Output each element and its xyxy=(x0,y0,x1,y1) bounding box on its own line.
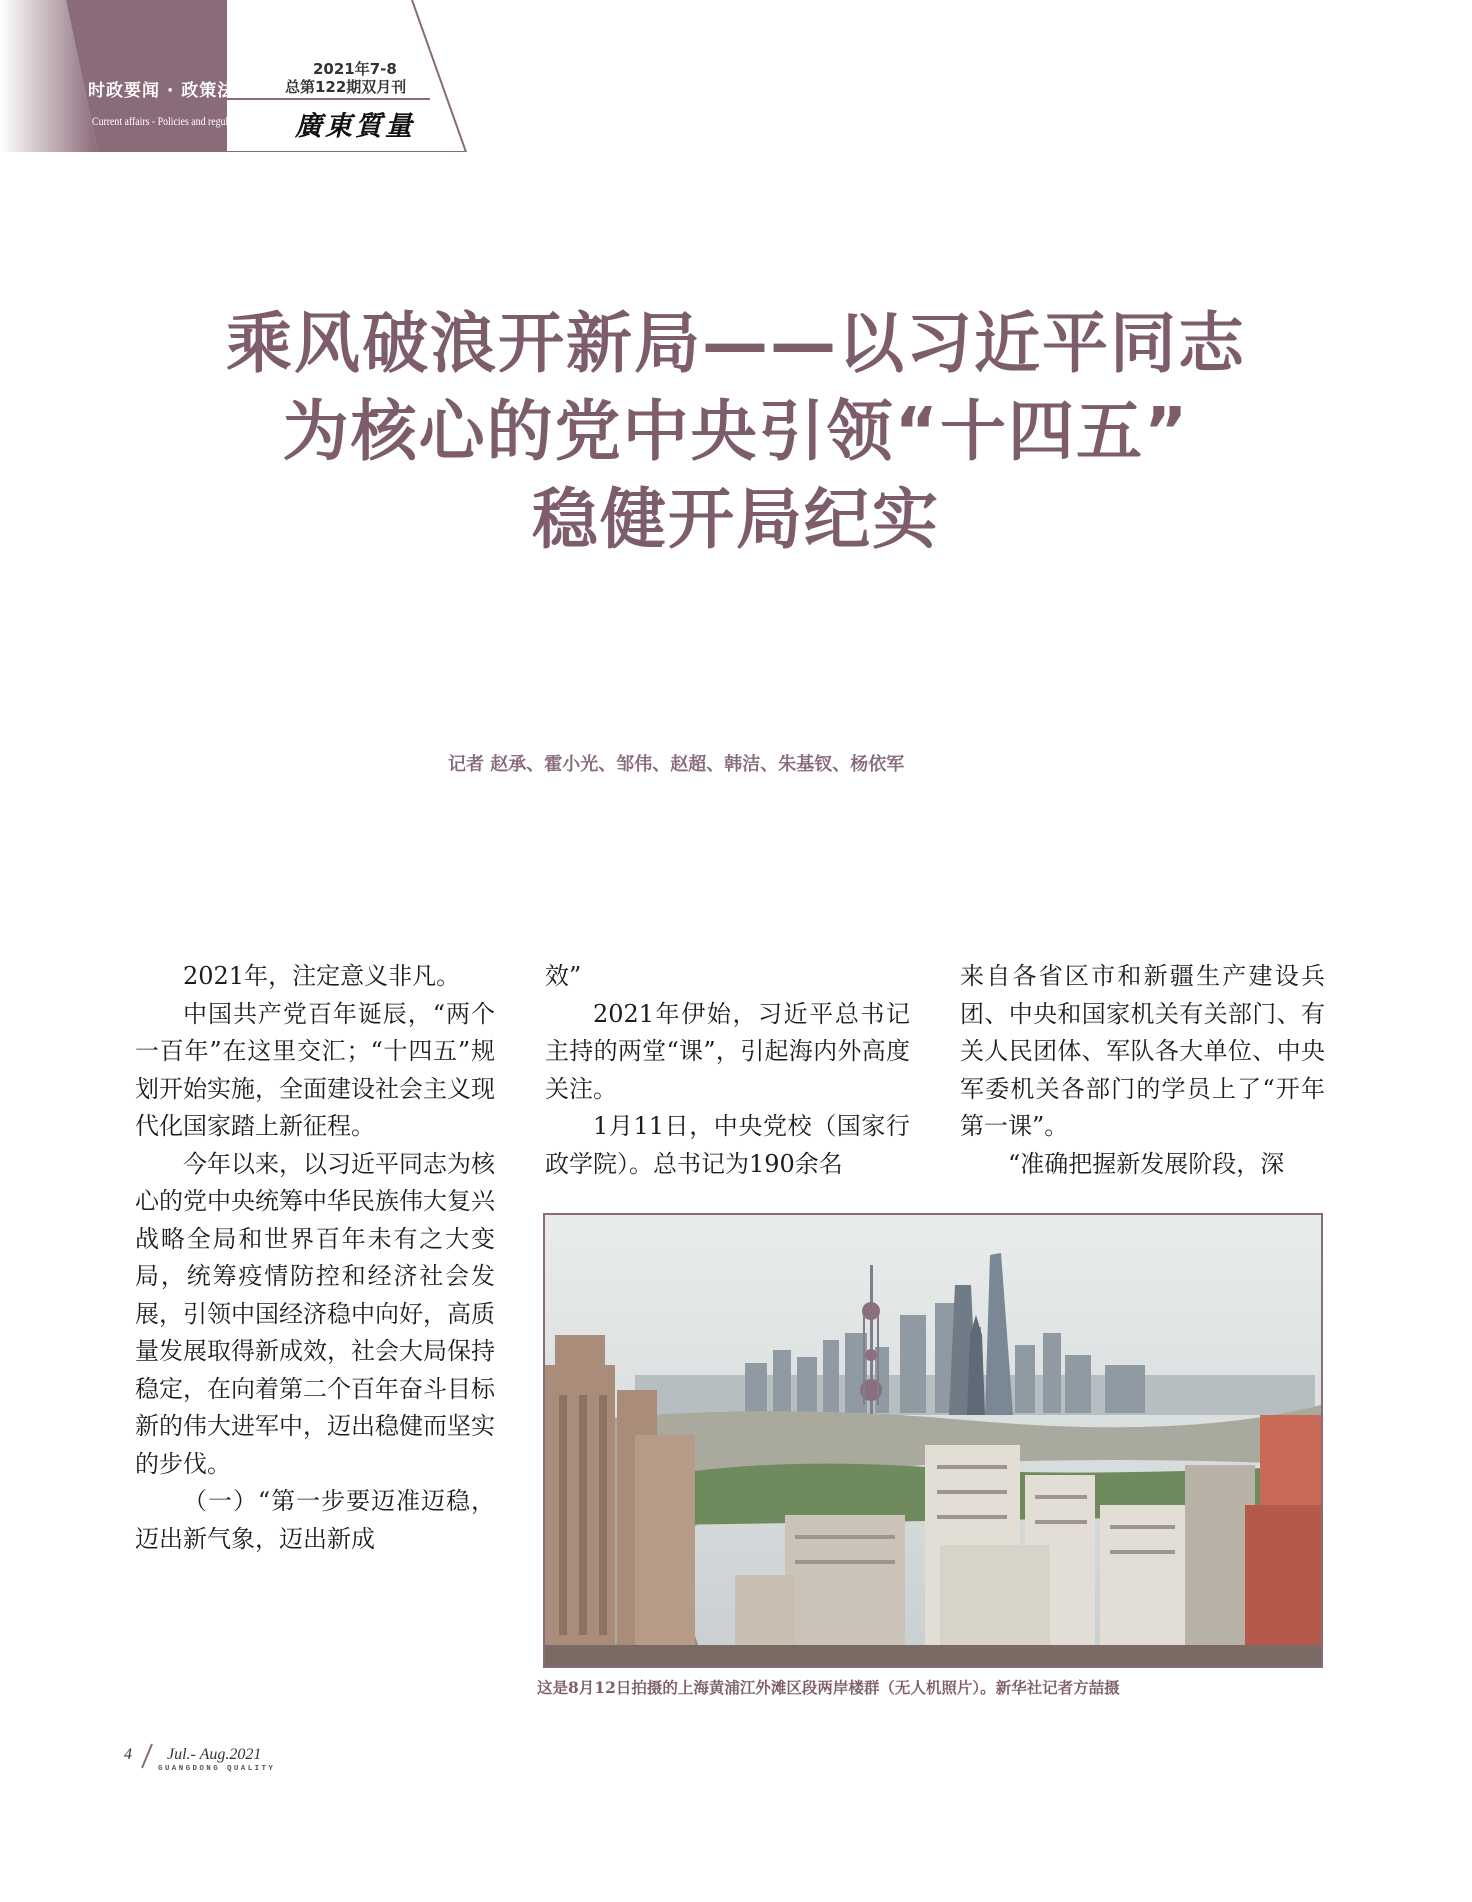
footer-date: Jul.- Aug.2021 xyxy=(167,1746,262,1763)
shanghai-skyline-image xyxy=(545,1215,1321,1666)
issue-date: 2021年7-8 xyxy=(313,60,397,78)
paragraph: 效” xyxy=(545,962,582,990)
section-title-en: Current affairs - Policies and regulations xyxy=(92,114,252,128)
title-line: 稳健开局纪实 xyxy=(532,481,940,558)
footer-magazine: GUANGDONG QUALITY xyxy=(158,1765,276,1773)
paragraph: 来自各省区市和新疆生产建设兵团、中央和国家机关有关部门、有关人民团体、军队各大单位、中央军委机关各部门的学员上了“开年第一课”。 xyxy=(960,962,1325,1140)
section-title: 时政要闻 · 政策法规 xyxy=(88,81,254,101)
paragraph: 2021年，注定意义非凡。 xyxy=(183,962,461,990)
paragraph: 中国共产党百年诞辰，“两个一百年”在这里交汇；“十四五”规划开始实施，全面建设社会主义现代化国家踏上新征程。 xyxy=(135,999,495,1140)
photo-caption: 这是8月12日拍摄的上海黄浦江外滩区段两岸楼群（无人机照片）。新华社记者方喆摄 xyxy=(537,1678,1120,1697)
title-line: 乘风破浪开新局——以习近平同志 xyxy=(226,305,1246,382)
page-number: 4 xyxy=(124,1746,132,1763)
issue-number: 总第122期双月刊 xyxy=(285,78,407,96)
paragraph: “准确把握新发展阶段，深 xyxy=(1008,1149,1285,1178)
article-title xyxy=(60,300,1412,564)
title-line: 为核心的党中央引领“十四五” xyxy=(282,393,1190,470)
paragraph: 今年以来，以习近平同志为核心的党中央统筹中华民族伟大复兴战略全局和世界百年未有之大变局，统筹疫情防控和经济社会发展，引领中国经济稳中向好，高质量发展取得新成效，社会大局保持稳定，在向着第二个百年奋斗目标新的伟大进军中，迈出稳健而坚实的步伐。 xyxy=(135,1149,495,1478)
article-photo xyxy=(543,1213,1323,1668)
paragraph: 2021年伊始，习近平总书记主持的两堂“课”，引起海内外高度关注。 xyxy=(545,999,910,1103)
paragraph: 1月11日，中央党校（国家行政学院）。总书记为190余名 xyxy=(545,1112,910,1178)
magazine-logo: 廣東質量 xyxy=(295,111,415,142)
section-heading: （一）“第一步要迈准迈稳，迈出新气象，迈出新成 xyxy=(135,1487,495,1553)
footer-slash xyxy=(138,1742,158,1772)
body-column-2 xyxy=(545,958,910,1183)
byline: 记者 赵承、霍小光、邹伟、赵超、韩洁、朱基钗、杨依军 xyxy=(448,754,905,775)
body-column-1 xyxy=(135,958,495,1558)
body-column-3 xyxy=(960,958,1325,1183)
